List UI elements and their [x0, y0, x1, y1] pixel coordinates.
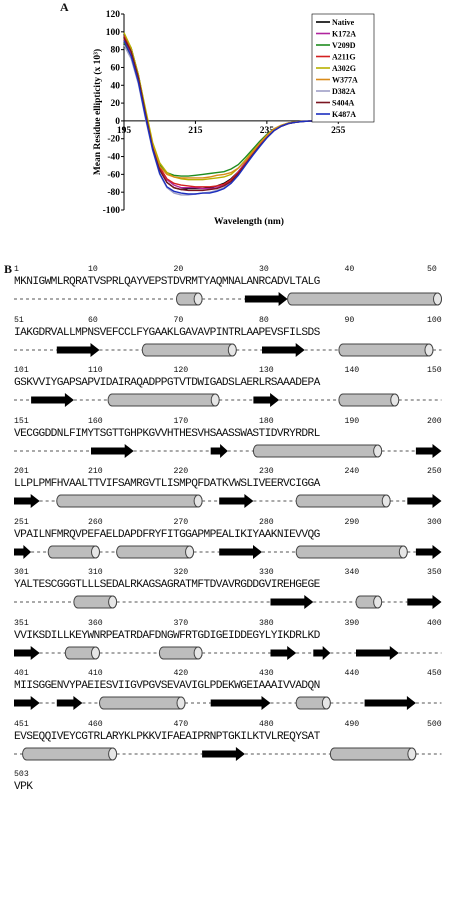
residue-number: 410	[87, 669, 103, 678]
y-tick-label: -80	[107, 188, 120, 199]
sequence-text: MKNIGWMLRQRATVSPRLQAYVEPSTDVRMTYAQMNALANRCADVLTALG	[14, 276, 320, 288]
legend-item: D382A	[332, 87, 356, 96]
legend-item: K487A	[332, 110, 356, 119]
sequence-block	[14, 619, 454, 667]
helix-cylinder	[142, 344, 236, 356]
residue-number: 100	[426, 315, 442, 325]
x-tick-label: 235	[259, 125, 274, 136]
sequence-text: EVSEQQIVEYCGTRLARYKLPKKVIFAEAIPRNPTGKILKTVLREQYSAT	[14, 730, 320, 743]
y-tick-label: 20	[110, 99, 120, 110]
helix-cylinder	[288, 293, 442, 305]
residue-number: 340	[344, 568, 360, 577]
x-tick-label: 195	[116, 125, 132, 136]
strand-arrow	[211, 444, 228, 458]
residue-number: 420	[173, 669, 189, 678]
secondary-structure-track	[14, 645, 450, 661]
secondary-structure-track	[14, 392, 450, 408]
legend-item: A302G	[332, 64, 356, 73]
residue-number: 40	[344, 265, 355, 274]
residue-number: 101	[14, 366, 29, 375]
residue-number: 140	[344, 366, 360, 375]
secondary-structure-track	[14, 342, 450, 358]
residue-number: 400	[426, 618, 442, 628]
strand-arrow	[407, 494, 441, 508]
residue-number: 270	[173, 517, 189, 527]
residue-number: 150	[426, 366, 442, 375]
sequence-text: IAKGDRVALLMPNSVEFCCLFYGAAKLGAVAVPINTRLAAPEVSFILSDS	[14, 326, 320, 339]
strand-arrow	[31, 393, 74, 407]
sequence-block	[14, 265, 454, 313]
residue-number: 50	[426, 265, 437, 274]
residue-number: 401	[14, 669, 29, 678]
y-tick-label: -40	[107, 152, 120, 163]
helix-cylinder	[330, 748, 416, 760]
secondary-structure-track	[14, 291, 450, 307]
strand-arrow	[416, 444, 442, 458]
residue-number: 30	[258, 265, 269, 274]
strand-arrow	[407, 595, 441, 609]
residue-number-line	[14, 619, 454, 629]
sequence-block	[14, 316, 454, 364]
strand-arrow	[245, 292, 288, 306]
residue-number: 10	[87, 265, 98, 274]
cd-spectrum-chart	[44, 0, 384, 232]
helix-cylinder	[57, 495, 202, 507]
residue-number: 200	[426, 416, 442, 426]
helix-cylinder	[65, 647, 99, 659]
residue-number: 180	[258, 416, 274, 426]
sequence-block	[14, 669, 454, 717]
residue-number: 351	[14, 618, 29, 628]
sequence-text: LLPLPMFHVAALTTVIFSAMRGVTLISMPQFDATKVWSLIVEERVCIGGA	[14, 478, 320, 490]
legend-item: W377A	[332, 75, 358, 85]
helix-cylinder	[356, 596, 382, 608]
residue-number: 260	[87, 517, 103, 527]
residue-number: 1	[14, 265, 19, 274]
strand-arrow	[14, 494, 40, 508]
helix-cylinder	[296, 495, 390, 507]
residue-number-line	[14, 467, 454, 477]
residue-number: 390	[344, 618, 360, 628]
residue-number: 470	[173, 719, 189, 729]
helix-cylinder	[339, 344, 433, 356]
helix-cylinder	[117, 546, 194, 558]
residue-number: 240	[344, 467, 360, 476]
strand-arrow	[271, 646, 297, 660]
chart-svg	[44, 0, 384, 232]
strand-arrow	[202, 747, 245, 761]
helix-cylinder	[74, 596, 117, 608]
x-tick-label: 215	[188, 125, 203, 136]
secondary-structure-track	[14, 443, 450, 459]
residue-number: 190	[344, 416, 360, 426]
secondary-structure-track	[14, 544, 450, 560]
strand-arrow	[313, 646, 330, 660]
residue-number: 130	[258, 366, 274, 375]
residue-number: 360	[87, 618, 103, 628]
residue-number-line	[14, 417, 454, 427]
y-axis-label: Mean Residue ellipticity (x 10³)	[93, 48, 103, 176]
x-tick-label: 255	[331, 125, 346, 136]
residue-number: 170	[173, 416, 189, 426]
residue-number-line	[14, 366, 454, 376]
strand-arrow	[219, 545, 262, 559]
sequence-block	[14, 467, 454, 515]
residue-number: 301	[14, 568, 29, 577]
sequence-block	[14, 568, 454, 616]
y-tick-label: 40	[110, 81, 120, 92]
strand-arrow	[219, 494, 253, 508]
strand-arrow	[57, 343, 100, 357]
strand-arrow	[14, 545, 31, 559]
residue-number: 370	[173, 618, 189, 628]
helix-cylinder	[23, 748, 117, 760]
y-tick-label: 0	[115, 116, 120, 127]
helix-cylinder	[296, 546, 407, 558]
sequence-text: YALTESCGGGTLLLSEDALRKAGSAGRATMFTDVAVRGDDGVIREHGEGE	[14, 579, 320, 591]
y-tick-label: -100	[102, 206, 120, 216]
helix-cylinder	[108, 394, 219, 406]
residue-number-line	[14, 669, 454, 679]
strand-arrow	[57, 696, 83, 710]
sequence-block	[14, 720, 454, 768]
sequence-text: GSKVVIYGAPSAPVIDAIRAQADPPGTVTDWIGADSLAERLRSAAADEPA	[14, 377, 320, 389]
residue-number: 350	[426, 568, 442, 577]
residue-number: 230	[258, 467, 274, 476]
residue-number: 20	[173, 265, 184, 274]
residue-number: 160	[87, 416, 103, 426]
residue-number: 210	[87, 467, 103, 476]
secondary-structure-track	[14, 746, 450, 762]
secondary-structure-track	[14, 493, 450, 509]
y-tick-label: 80	[110, 45, 120, 56]
strand-arrow	[14, 696, 40, 710]
sequence-text: VVIKSDILLKEYWNRPEATRDAFDNGWFRTGDIGEIDDEGYLYIKDRLKD	[14, 629, 320, 642]
strand-arrow	[211, 696, 271, 710]
helix-cylinder	[100, 697, 186, 709]
helix-cylinder	[296, 697, 330, 709]
residue-number: 480	[258, 719, 274, 729]
legend-item: A211G	[332, 52, 356, 62]
residue-number-line	[14, 518, 454, 528]
residue-number-line	[14, 265, 454, 275]
residue-number: 250	[426, 467, 442, 476]
residue-number: 490	[344, 719, 360, 729]
residue-number: 300	[426, 517, 442, 527]
residue-number: 440	[344, 669, 360, 678]
residue-number: 80	[258, 315, 269, 325]
strand-arrow	[253, 393, 279, 407]
strand-arrow	[262, 343, 305, 357]
residue-number: 110	[87, 366, 103, 375]
helix-cylinder	[159, 647, 202, 659]
strand-arrow	[91, 444, 134, 458]
strand-arrow	[365, 696, 416, 710]
residue-number: 380	[258, 618, 274, 628]
y-tick-label: 60	[110, 63, 120, 74]
residue-number: 251	[14, 517, 29, 527]
residue-number: 430	[258, 669, 274, 678]
residue-number-line	[14, 720, 454, 730]
residue-number: 51	[14, 315, 24, 325]
legend-item: K172A	[332, 29, 356, 39]
residue-number: 70	[173, 315, 184, 325]
sequence-block	[14, 770, 454, 818]
sequence-block	[14, 417, 454, 465]
sequence-text: VPK	[14, 781, 33, 793]
strand-arrow	[14, 646, 40, 660]
residue-number: 460	[87, 719, 103, 729]
residue-number: 201	[14, 467, 29, 476]
residue-number-line	[14, 770, 454, 780]
residue-number: 280	[258, 517, 274, 527]
residue-number: 290	[344, 517, 360, 527]
legend-item: V209D	[332, 41, 356, 50]
legend-item: Native	[332, 18, 355, 27]
residue-number: 330	[258, 568, 274, 577]
residue-number: 503	[14, 770, 29, 779]
residue-number: 320	[173, 568, 189, 577]
panel-b-label: B	[4, 262, 13, 276]
residue-number: 310	[87, 568, 103, 577]
helix-cylinder	[48, 546, 99, 558]
strand-arrow	[271, 595, 314, 609]
secondary-structure-track	[14, 695, 450, 711]
x-axis-label: Wavelength (nm)	[214, 217, 284, 227]
y-tick-label: 120	[105, 10, 120, 20]
legend-item: S404A	[332, 98, 355, 108]
residue-number: 500	[426, 719, 442, 729]
sequence-block	[14, 366, 454, 414]
residue-number: 151	[14, 416, 29, 426]
strand-arrow	[356, 646, 399, 660]
sequence-text: VPAILNFMRQVPEFAELDAPDFRYFITGGAPMPEALIKIYAAKNIEVVQG	[14, 528, 320, 541]
residue-number: 60	[87, 315, 98, 325]
helix-cylinder	[253, 445, 381, 457]
sequence-text: MIISGGENVYPAEIESVIIGVPGVSEVAVIGLPDEKWGEIAAAIVVADQN	[14, 680, 320, 692]
strand-arrow	[416, 545, 442, 559]
panel-a-label: A	[60, 0, 69, 14]
residue-number: 450	[426, 669, 442, 678]
y-tick-label: -60	[107, 170, 120, 181]
residue-number-line	[14, 316, 454, 326]
sequence-text: VECGGDDNLFIMYTSGTTGHPKGVVHTHESVHSAASSWASTIDVRYRDRL	[14, 427, 320, 440]
residue-number: 120	[173, 366, 189, 375]
y-tick-label: 100	[105, 27, 120, 38]
residue-number-line	[14, 568, 454, 578]
residue-number: 220	[173, 467, 189, 476]
sequence-block	[14, 518, 454, 566]
helix-cylinder	[176, 293, 202, 305]
secondary-structure-track	[14, 594, 450, 610]
residue-number: 90	[344, 315, 355, 325]
residue-number: 451	[14, 719, 29, 729]
helix-cylinder	[339, 394, 399, 406]
y-tick-label: -20	[107, 134, 120, 145]
